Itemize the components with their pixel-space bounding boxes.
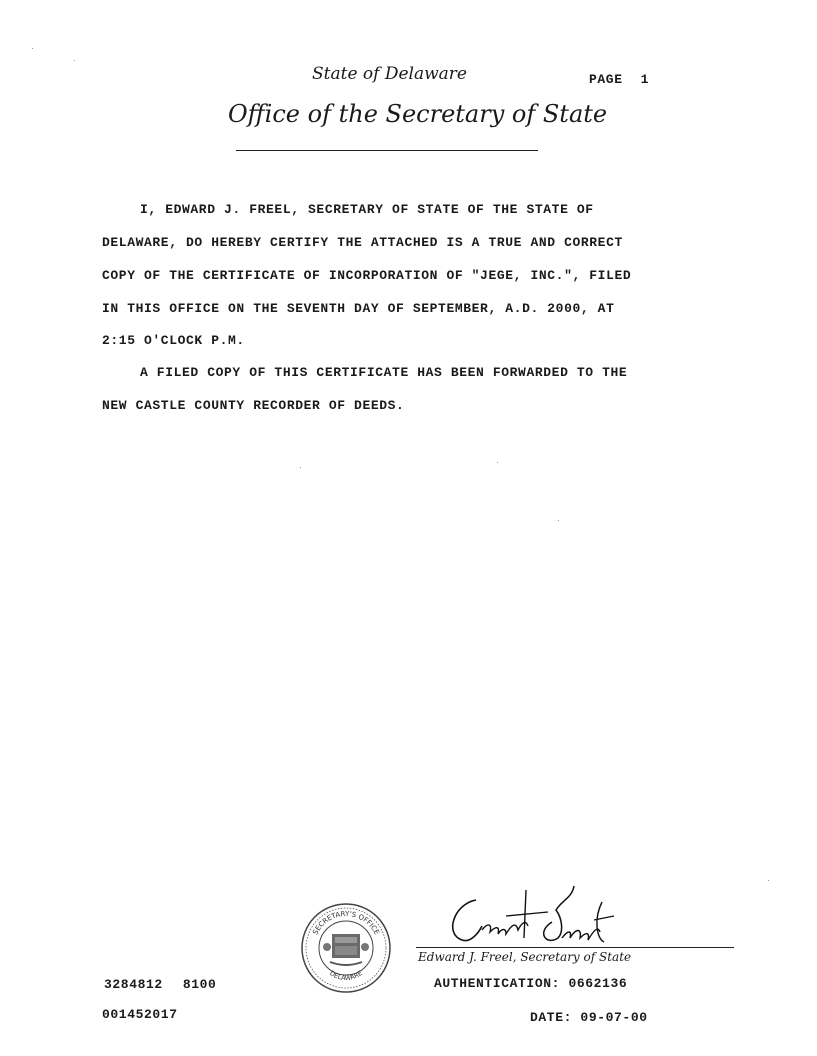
page-label: PAGE bbox=[589, 72, 623, 87]
scan-speck bbox=[497, 462, 498, 463]
svg-text:DELAWARE bbox=[328, 969, 364, 982]
seal-bottom-text: DELAWARE bbox=[328, 969, 364, 983]
state-title: State of Delaware bbox=[312, 64, 467, 84]
body-line-4: IN THIS OFFICE ON THE SEVENTH DAY OF SEPTEMBER, A.D. 2000, AT bbox=[102, 301, 615, 316]
scan-speck bbox=[558, 520, 559, 521]
document-number-row bbox=[104, 977, 216, 992]
body-line-6: A FILED COPY OF THIS CERTIFICATE HAS BEEN FORWARDED TO THE bbox=[140, 365, 628, 380]
authentication-number: 0662136 bbox=[568, 976, 628, 991]
document-number: 3284812 bbox=[104, 977, 163, 992]
seal-top-text: SECRETARY'S OFFICE bbox=[311, 909, 381, 937]
body-line-1: I, EDWARD J. FREEL, SECRETARY OF STATE OF THE STATE OF bbox=[140, 202, 594, 217]
svg-text:SECRETARY'S OFFICE bbox=[311, 910, 380, 936]
date-label: DATE: bbox=[530, 1010, 573, 1025]
signature-icon bbox=[436, 882, 646, 950]
header-divider bbox=[236, 150, 538, 151]
office-title: Office of the Secretary of State bbox=[228, 100, 608, 128]
scan-speck bbox=[768, 880, 769, 881]
date-value: 09-07-00 bbox=[580, 1010, 648, 1025]
scan-speck bbox=[300, 467, 301, 468]
body-line-7: NEW CASTLE COUNTY RECORDER OF DEEDS. bbox=[102, 398, 405, 413]
authentication-row bbox=[434, 976, 627, 991]
body-line-5: 2:15 O'CLOCK P.M. bbox=[102, 333, 245, 348]
signatory-name: Edward J. Freel, Secretary of State bbox=[418, 950, 632, 964]
page-number: 1 bbox=[640, 72, 650, 87]
body-line-3: COPY OF THE CERTIFICATE OF INCORPORATION OF "JEGE, INC.", FILED bbox=[102, 268, 632, 283]
filing-number: 001452017 bbox=[102, 1007, 178, 1022]
signature-line bbox=[416, 947, 734, 948]
document-code: 8100 bbox=[182, 977, 217, 992]
scan-speck bbox=[74, 60, 75, 61]
scan-speck bbox=[32, 48, 33, 49]
body-line-2: DELAWARE, DO HEREBY CERTIFY THE ATTACHED IS A TRUE AND CORRECT bbox=[102, 235, 623, 250]
date-row bbox=[530, 1010, 648, 1025]
page-indicator bbox=[589, 72, 649, 87]
authentication-label: AUTHENTICATION: bbox=[434, 976, 561, 991]
state-seal-icon bbox=[300, 902, 392, 994]
